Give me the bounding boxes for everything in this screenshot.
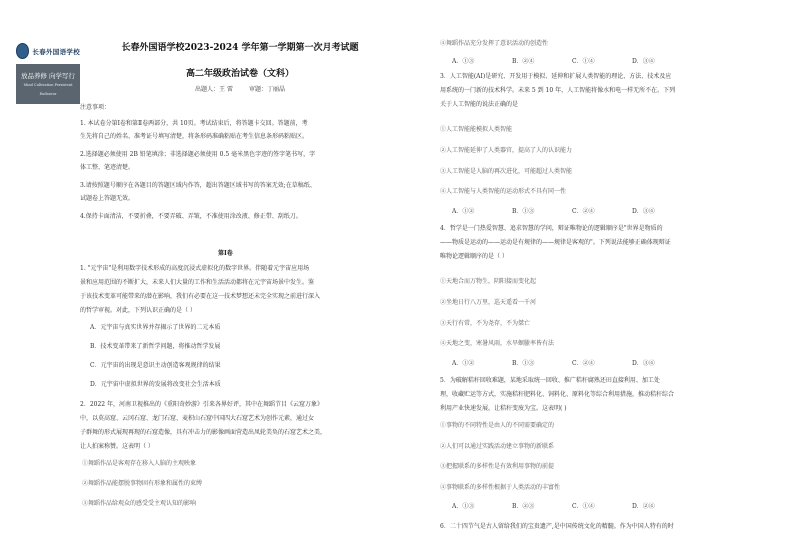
exam-title: 长春外国语学校2023-2024 学年第一学期第一次月考试题 bbox=[121, 43, 359, 53]
question-1-stem bbox=[80, 262, 380, 318]
q5-line: 理，收藏贮运等方式，实施秸秆肥料化、饲料化、原料化等综合利用措施，推动秸秆综合 bbox=[440, 391, 675, 398]
logo-text: 长春外国语学校 bbox=[32, 47, 80, 56]
answer-d: D．③④ bbox=[632, 208, 655, 215]
logo-header bbox=[16, 40, 80, 62]
q2-line: 让人拍案称赞。这表明（ ） bbox=[80, 443, 154, 450]
answer-b: B．②③ bbox=[512, 503, 535, 510]
q1-line: 于该技术变革可能带来的潜在影响，我们有必要在这一技术梦想还未完全实现之前进行深入 bbox=[80, 293, 321, 300]
answer-a: A．①③ bbox=[452, 503, 475, 510]
notice-line: 生先将自己的姓名、准考证号填写清楚，将条形码准确粘贴在考生信息条形码粘贴区。 bbox=[80, 132, 309, 140]
q3-item-2: ②人工智能延伸了人类器官，提高了人的认识能力 bbox=[440, 147, 573, 154]
answer-b: B．①③ bbox=[512, 360, 535, 367]
q1-line: 景和应用范围的不断扩大，未来人们大量的工作和生活活动都将在元宇宙场景中发生。鉴 bbox=[80, 279, 315, 286]
notice-line: 2.选择题必须使用 2B 铅笔填涂；非选择题必须使用 0.5 毫米黑色字迹的签字笔书写，字 bbox=[80, 151, 316, 158]
exam-subtitle: 高二年级政治试卷（文科） bbox=[185, 69, 294, 79]
logo-motto: 放品养修 向学写行 bbox=[20, 72, 76, 80]
question-3-stem bbox=[440, 70, 770, 112]
notice-line: 体工整、笔迹清楚。 bbox=[80, 163, 135, 171]
answer-c: C．②④ bbox=[572, 360, 595, 367]
q4-item-1: ①天地合而万物生，阴阳接而变化起 bbox=[440, 278, 537, 285]
q2-line: 子群舞的形式展现再现的石窟造像，具有冲击力的影像画面营造出凤轮美奂的石窟艺术之美， bbox=[80, 429, 327, 436]
q3-line: 3．人工智能(AI)是研究、开发用于模拟、延伸和扩展人类智能的理论、方法、技术及应 bbox=[440, 73, 672, 80]
q2-item-1: ①舞蹈作品是客观存在移入人脑的主观映象 bbox=[82, 460, 197, 467]
q1-line: 的哲学审视。对此，下列认识正确的是（ ） bbox=[80, 307, 196, 314]
answer-a: A．①② bbox=[452, 208, 475, 215]
answer-d: D．③④ bbox=[632, 360, 655, 367]
q2-answers bbox=[452, 56, 692, 65]
q5-item-3: ③把握联系的多样性是有效利用事物的前提 bbox=[440, 463, 555, 470]
question-5-stem bbox=[440, 374, 770, 416]
q3-item-4: ④人工智能与人类智能的运动形式不具有同一性 bbox=[440, 188, 567, 195]
q1-line: 1. "元宇宙"是利用数字技术形成的高度沉浸式虚拟化的数字世界。伴随着元宇宙应用场 bbox=[80, 265, 310, 272]
q1-option-d: D．元宇宙中虚拟世界的发展将改变社会生活本质 bbox=[90, 381, 221, 388]
q5-item-1: ①事物的不同特性是由人的不同需要确定的 bbox=[440, 422, 555, 429]
notice-line: 试题卷上答题无效。 bbox=[80, 194, 135, 202]
notice-heading: 注意事项： bbox=[80, 104, 111, 111]
section-title: 第Ⅰ卷 bbox=[218, 250, 233, 257]
q2-line: 中，以莫高窟、云冈石窟、龙门石窟、麦积山石窟中国四大石窟艺术为创作元素，通过女 bbox=[80, 415, 315, 422]
q1-option-a: A．元宇宙与真实世界并存揭示了世界的二元本质 bbox=[90, 324, 221, 331]
answer-a: A．①③ bbox=[452, 58, 475, 65]
q1-option-b: B．技术变革带来了新哲学问题，将推动哲学发展 bbox=[90, 343, 221, 350]
reviewer: 审题：丁丽晶 bbox=[248, 86, 285, 93]
logo-banner bbox=[16, 64, 80, 104]
q4-line: 唯物论逻辑顺序的是（ ） bbox=[440, 253, 508, 260]
q4-answers bbox=[452, 358, 692, 367]
school-logo bbox=[16, 40, 80, 106]
notice-line: 1. 本试卷分第Ⅰ卷和第Ⅱ卷两部分，共 10页。考试结束后，将答题卡交回。答题前，考 bbox=[80, 120, 308, 127]
q5-item-4: ④事物联系的多样性根据于人类活动的丰富性 bbox=[440, 484, 561, 491]
answer-d: D．③④ bbox=[632, 58, 655, 65]
school-emblem-icon bbox=[16, 43, 29, 59]
q5-line: 利用产业快速发展，让秸秆变废为宝。这表明( ) bbox=[440, 405, 567, 412]
exam-authors bbox=[100, 84, 380, 93]
q5-line: 5．为破解秸秆回收难题，某地采取统一回收、推广秸秆腐熟还田直接利用、加工处 bbox=[440, 377, 660, 384]
q3-line: 关于人工智能的说法正确的是 bbox=[440, 101, 519, 108]
q2-item-3: ③舞蹈作品给观众的感受受主观认知的影响 bbox=[82, 500, 197, 507]
q3-answers bbox=[452, 206, 692, 215]
q5-item-2: ②人们可以通过实践活动建立事物的新联系 bbox=[440, 443, 555, 450]
answer-d: D．②④ bbox=[632, 503, 655, 510]
answer-c: C．②④ bbox=[572, 208, 595, 215]
q5-answers bbox=[452, 501, 692, 510]
q2-item-2: ②舞蹈作品能摆脱事物固有形象和属性的束缚 bbox=[82, 480, 203, 487]
answer-c: C．①④ bbox=[572, 58, 595, 65]
notice-list bbox=[80, 118, 380, 224]
q3-line: 用系统的一门新的技术科学。未来 5 到 10 年，人工智能将像水和电一样无所不在。下列 bbox=[440, 87, 676, 94]
q4-line: 4．哲学是一门热爱智慧、追求智慧的学问，辩证唯物论的逻辑顺序是"世界是物质的 bbox=[440, 225, 663, 232]
q4-item-2: ②坐地日行八万里，巡天遥看一千河 bbox=[440, 299, 537, 306]
q4-item-3: ③天行有常，不为尧存，不为桀亡 bbox=[440, 320, 531, 327]
q1-option-c: C．元宇宙的出现是意识主动创造客观规律的结果 bbox=[90, 362, 221, 369]
answer-b: B．②④ bbox=[512, 58, 535, 65]
q4-item-4: ④天地之变，寒暑风雨，水旱螟螣率皆有法 bbox=[440, 340, 555, 347]
q4-line: ——物质是运动的——运动是有规律的——规律是客观的"。下列说法能够正确体现辩证 bbox=[440, 239, 671, 246]
notice-line: 3.请按照题号顺序在各题目的答题区域内作答，超出答题区域书写的答案无效;在草稿纸、 bbox=[80, 182, 316, 189]
q2-item-4: ④舞蹈作品充分发挥了意识活动的创造性 bbox=[440, 40, 549, 47]
logo-motto-en: Mind Cultivation Persistent Endeavor bbox=[23, 83, 73, 96]
question-6-stem: 6．二十四节气是古人留给我们的宝贵遗产,是中国传统文化的精髓。作为中国人特有的时 bbox=[440, 523, 674, 530]
q3-item-3: ③人工智能是人脑的再次进化，可能超过人类智能 bbox=[440, 168, 573, 175]
answer-a: A．①② bbox=[452, 360, 475, 367]
answer-b: B．①③ bbox=[512, 208, 535, 215]
notice-line: 4.保持卡面清洁，不要折叠，不要弄破、弄皱，不准使用涂改液、修正带、刮纸刀。 bbox=[80, 213, 302, 220]
answer-c: C．①④ bbox=[572, 503, 595, 510]
q2-line: 2．2022 年，河南卫视推出的《重阳奇妙游》引来各界好评，其中在舞蹈节目《云窟万象》 bbox=[80, 401, 323, 408]
question-4-stem bbox=[440, 222, 770, 264]
author: 出题人：王 雷 bbox=[195, 86, 233, 93]
question-2-stem bbox=[80, 398, 380, 454]
q3-item-1: ①人工智能能模拟人类智能 bbox=[440, 126, 513, 133]
